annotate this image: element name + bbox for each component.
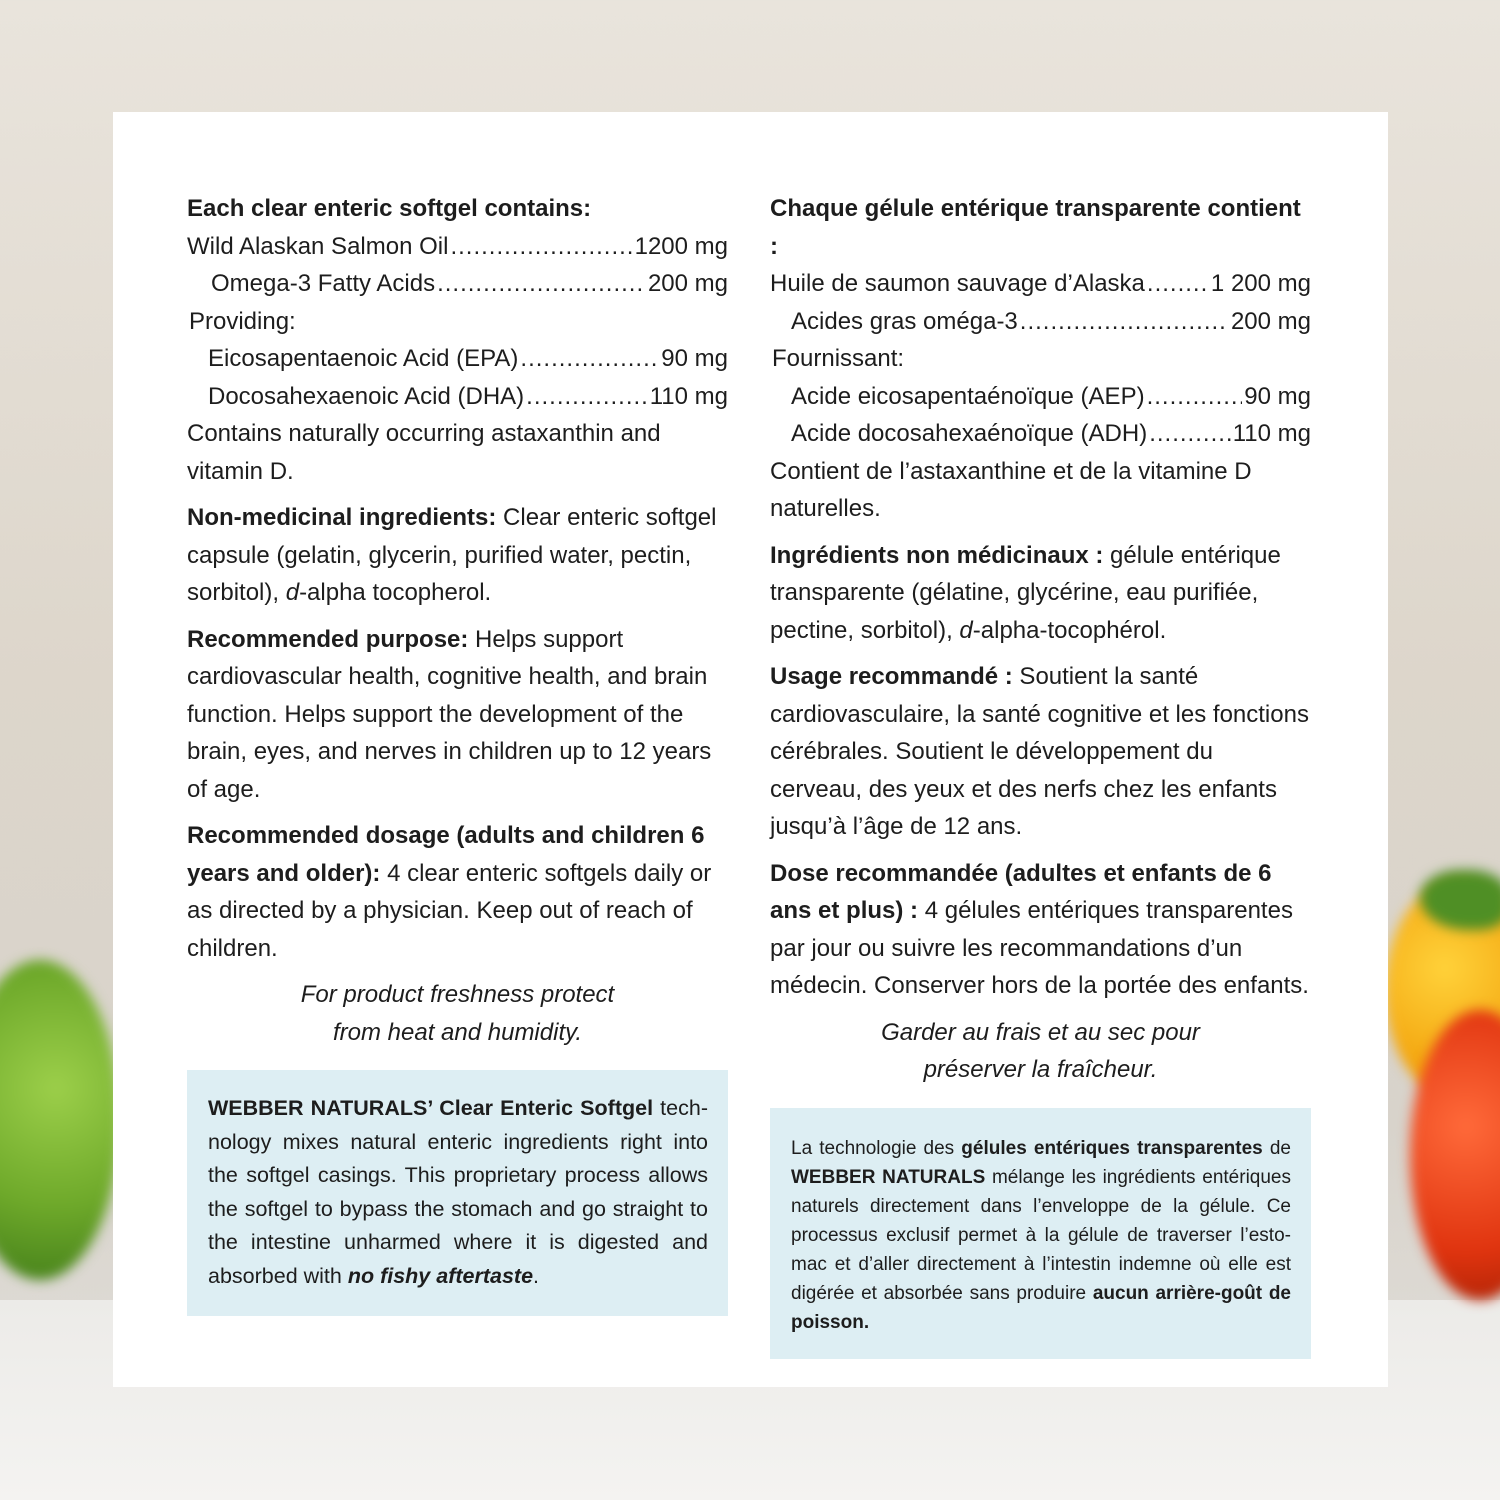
- ingredient-row: Omega-3 Fatty Acids ..... 200 mg: [187, 265, 728, 303]
- label-panel: [113, 112, 1388, 1387]
- providing-label: Fournissant:: [772, 345, 905, 372]
- technology-info-box: La technologie des gélules entériques transparentes de WEBBER NATURALS mélange les ingrédients entériques naturels directement dans l’enveloppe de la gélule. Ce processus exclusif permet à la gélule de traverser l’estomac et d’aller directement à l’intestin indemne où elle est digérée et absorbée sans produire aucun arrière-goût de poisson.: [770, 1108, 1311, 1359]
- contains-note: Contient de l’astaxanthine et de la vitamine D naturelles.: [770, 457, 1252, 522]
- english-column: [187, 190, 728, 1316]
- recommended-purpose: Usage recommandé : Soutient la santé cardiovasculaire, la santé cognitive et les fonctions cérébrales. Soutient le développement du cerveau, des yeux et des nerfs chez les enfants jusqu’à l’âge de 12 ans.: [770, 663, 1309, 840]
- freshness-note: Garder au frais et au sec pour préserver la fraîcheur.: [881, 1018, 1200, 1083]
- ingredient-row: Acide eicosapentaénoïque (AEP) ..... 90 mg: [770, 378, 1311, 416]
- ingredient-row: Acide docosahexaénoïque (ADH) ..... 110 mg: [770, 415, 1311, 453]
- nonmedicinal-ingredients: Ingrédients non médicinaux : gélule entérique transparente (gélatine, glycérine, eau purifiée, pectine, sorbitol), d-alpha-tocophérol.: [770, 541, 1281, 644]
- ingredient-row: Huile de saumon sauvage d’Alaska ..... 1 200 mg: [770, 265, 1311, 303]
- ingredient-row: Acides gras oméga-3 ..... 200 mg: [770, 303, 1311, 341]
- providing-label: Providing:: [189, 307, 296, 335]
- composition-heading: Each clear enteric softgel contains:: [187, 195, 592, 222]
- ingredient-row: Eicosapentaenoic Acid (EPA) ..... 90 mg: [187, 340, 728, 378]
- recommended-purpose: Recommended purpose: Helps support cardiovascular health, cognitive health, and brain function. Helps support the development of the brain, eyes, and nerves in children up to 12 years of age.: [187, 625, 712, 803]
- background-apple: [0, 960, 120, 1280]
- technology-info-box: WEBBER NATURALS’ Clear Enteric Softgel technology mixes natural enteric ingredients right into the softgel casings. This proprietary process allows the softgel to bypass the stomach and go straight to the intestine unharmed where it is digested and absorbed with no fishy aftertaste.: [187, 1070, 728, 1316]
- french-column: [770, 190, 1311, 1359]
- contains-note: Contains naturally occurring astaxanthin and vitamin D.: [187, 420, 661, 485]
- freshness-note: For product freshness protect from heat and humidity.: [300, 981, 615, 1046]
- ingredient-row: Wild Alaskan Salmon Oil ..... 1200 mg: [187, 228, 728, 266]
- composition-heading: Chaque gélule entérique transparente contient :: [770, 195, 1301, 260]
- nonmedicinal-ingredients: Non-medicinal ingredients: Clear enteric softgel capsule (gelatin, glycerin, purified water, pectin, sorbitol), d-alpha tocopherol.: [187, 504, 717, 606]
- recommended-dosage: Recommended dosage (adults and children 6 years and older): 4 clear enteric softgels daily or as directed by a physician. Keep out of reach of children.: [187, 822, 712, 962]
- recommended-dosage: Dose recommandée (adultes et enfants de 6 ans et plus) : 4 gélules entériques transparentes par jour ou suivre les recommandations d’un médecin. Conserver hors de la portée des enfants.: [770, 859, 1309, 999]
- ingredient-row: Docosahexaenoic Acid (DHA) ..... 110 mg: [187, 378, 728, 416]
